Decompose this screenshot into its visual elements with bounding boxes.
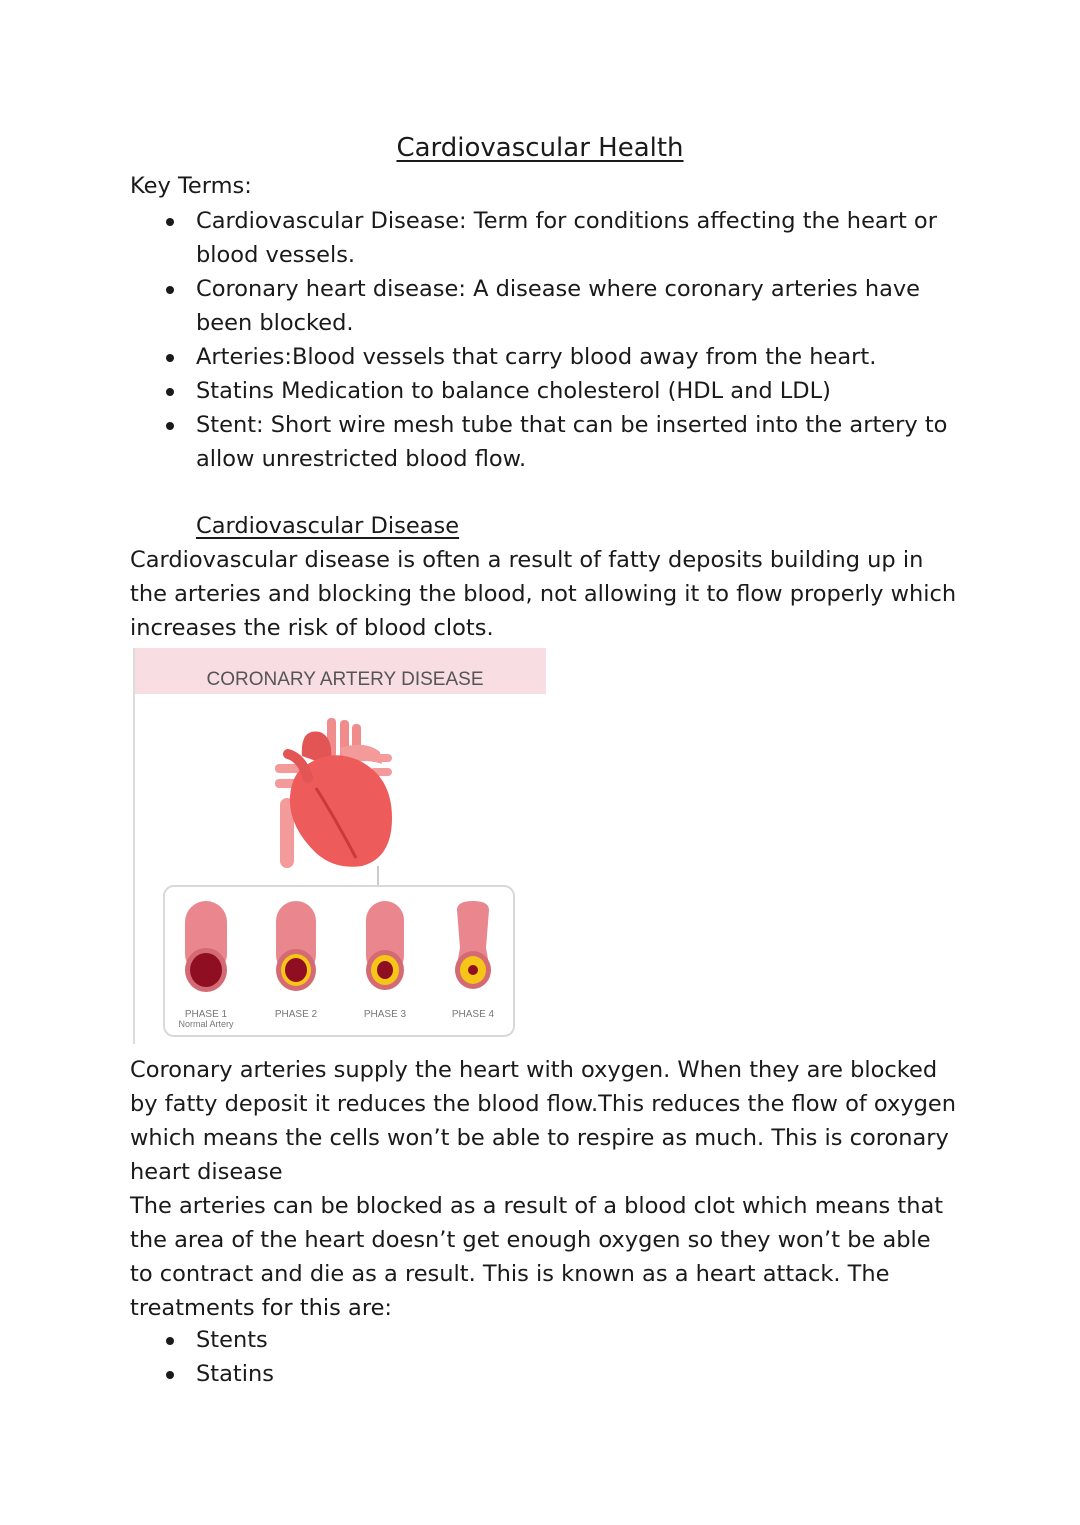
paragraph: Coronary arteries supply the heart with oxygen. When they are blocked by fatty deposit it reduces the blood flow.This reduces the flow of oxygen which means the cells won’t be able to respire as much. This is coronary heart disease (130, 1057, 957, 1185)
coronary-artery-disease-figure (130, 648, 546, 1046)
phase-label: PHASE 3 (363, 1009, 407, 1020)
page-title: Cardiovascular Health (396, 133, 684, 163)
list-item: Statins (130, 1357, 950, 1391)
list-item: Stent: Short wire mesh tube that can be inserted into the artery to allow unrestricted blood flow. (130, 408, 950, 476)
paragraph: The arteries can be blocked as a result of a blood clot which means that the area of the heart doesn’t get enough oxygen so they won’t be able to contract and die as a result. This is known as a heart attack. The treatments for this are: (130, 1193, 944, 1321)
figure-header-text: CORONARY ARTERY DISEASE (206, 669, 484, 690)
phase-label: PHASE 1 (184, 1009, 228, 1020)
list-item: Coronary heart disease: A disease where coronary arteries have been blocked. (130, 272, 950, 340)
treatments-list (130, 1323, 950, 1391)
key-terms-list (130, 204, 950, 476)
paragraph: Cardiovascular disease is often a result of fatty deposits building up in the arteries and blocking the blood, not allowing it to flow properly which increases the risk of blood clots. (130, 547, 957, 641)
list-item: Stents (130, 1323, 950, 1357)
list-item: Statins Medication to balance cholesterol (HDL and LDL) (130, 374, 950, 408)
list-item: Cardiovascular Disease: Term for conditions affecting the heart or blood vessels. (130, 204, 950, 272)
phase-label: PHASE 2 (274, 1009, 318, 1020)
phase-sublabel: Normal Artery (178, 1019, 234, 1029)
section-heading: Cardiovascular Disease (196, 513, 460, 539)
artery-phase-2-icon (276, 901, 316, 991)
phase-label: PHASE 4 (451, 1009, 495, 1020)
artery-phase-3-icon (366, 901, 404, 990)
list-item: Arteries:Blood vessels that carry blood away from the heart. (130, 340, 950, 374)
artery-phase-1-icon (185, 901, 227, 992)
key-terms-label: Key Terms: (130, 173, 252, 199)
artery-phase-4-icon (455, 901, 491, 989)
